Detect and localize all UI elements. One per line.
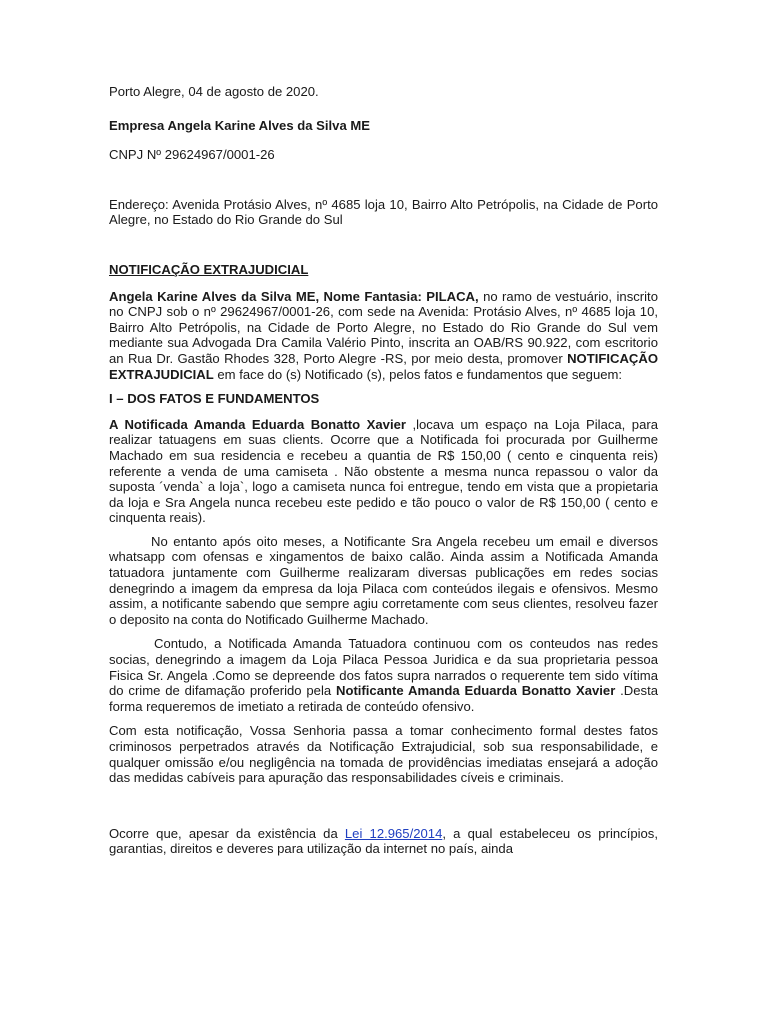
- paragraph-notification: Com esta notificação, Vossa Senhoria passa a tomar conhecimento formal destes fatos criminosos perpetrados através da Notificação Extrajudicial, sob sua responsabilidade, e qualquer omissão e/ou negligência na tomada de providências imediatas ensejará a adoção das medidas cabíveis para apuração das responsabilidades cíveis e criminais.: [109, 723, 658, 786]
- paragraph-intro-text-b: em face do (s) Notificado (s), pelos fatos e fundamentos que seguem:: [213, 366, 623, 382]
- law-link[interactable]: Lei 12.965/2014: [344, 825, 443, 841]
- paragraph-contudo-text-a: Contudo, a Notificada Amanda Tatuadora continuou com os conteudos nas redes socias, denegrindo a imagem da Loja Pilaca Pessoa Juridica e da sua proprietaria pessoa Fisica Sr. Angela .Como se depreende dos fatos supra narrados o requerente tem sido vítima do crime de difamação proferido pela: [109, 636, 658, 699]
- document-page: [109, 84, 658, 857]
- paragraph-eight-months: No entanto após oito meses, a Notificante Sra Angela recebeu um email e diversos whatsapp com ofensas e xingamentos de baixo calão. Ainda assim a Notificada Amanda tatuadora juntamente com Guilherme realizaram diversas publicações em redes socias denegrindo a imagem da empresa da loja Pilaca com conteúdos ilegais e ofensivos. Mesmo assim, a notificante sabendo que sempre agiu corretamente com seus clientes, resolveu fazer o deposito na conta do Notificado Guilherme Machado.: [109, 533, 658, 627]
- section-heading: I – DOS FATOS E FUNDAMENTOS: [109, 391, 320, 407]
- date-line: Porto Alegre, 04 de agosto de 2020.: [109, 84, 319, 99]
- paragraph-intro-bold: NOTIFICAÇÃO EXTRAJUDICIAL: [109, 350, 658, 382]
- paragraph-law: [109, 826, 658, 857]
- company-name: Empresa Angela Karine Alves da Silva ME: [109, 117, 371, 133]
- paragraph-facts: [109, 417, 658, 526]
- cnpj-line: CNPJ Nº 29624967/0001-26: [109, 147, 275, 163]
- paragraph-facts-lead: A Notificada Amanda Eduarda Bonatto Xavier: [109, 416, 406, 432]
- paragraph-contudo-bold: Notificante Amanda Eduarda Bonatto Xavier: [335, 683, 616, 699]
- paragraph-intro-text-a: no ramo de vestuário, inscrito no CNPJ sob o nº 29624967/0001-26, com sede na Avenida: Protásio Alves, nº 4685 loja 10, Bairro Alto Petrópolis, na Cidade de Porto Alegre, no Estado do Rio Grande do Sul vem mediante sua Advogada Dra Camila Valério Pinto, inscrita an OAB/RS 90.922, com escritorio an Rua Dr. Gastão Rhodes 328, Porto Alegre -RS, por meio desta, promover: [109, 288, 658, 366]
- paragraph-contudo-text-b: .Desta forma requeremos de imetiato a retirada de conteúdo ofensivo.: [109, 683, 658, 714]
- paragraph-law-text-b: , a qual estabeleceu os princípios, garantias, direitos e deveres para utilização da internet no país, ainda: [109, 825, 658, 857]
- paragraph-facts-text: ,locava um espaço na Loja Pilaca, para realizar tatuagens em suas clients. Ocorre que a Notificada foi procurada por Guilherme Machado em sua residencia e recebeu a quantia de R$ 150,00 ( cento e cinquenta reis) referente a venda de uma camiseta . Não obstente a mesma nunca repassou o valor da suposta ´venda` a loja`, logo a camiseta nunca foi entregue, tendo em vista que a propietaria da loja e Sra Angela nunca recebeu este pedido e tão pouco o valor de R$ 150,00 ( cento e cinquenta reais).: [109, 416, 659, 526]
- paragraph-intro: [109, 289, 658, 383]
- paragraph-intro-lead: Angela Karine Alves da Silva ME, Nome Fantasia: PILACA,: [109, 288, 479, 304]
- address-line: Endereço: Avenida Protásio Alves, nº 4685 loja 10, Bairro Alto Petrópolis, na Cidade de Porto Alegre, no Estado do Rio Grande do Sul: [109, 196, 658, 228]
- paragraph-contudo: [109, 636, 658, 714]
- paragraph-law-text-a: Ocorre que, apesar da existência da: [109, 825, 345, 841]
- notice-title: NOTIFICAÇÃO EXTRAJUDICIAL: [109, 261, 309, 277]
